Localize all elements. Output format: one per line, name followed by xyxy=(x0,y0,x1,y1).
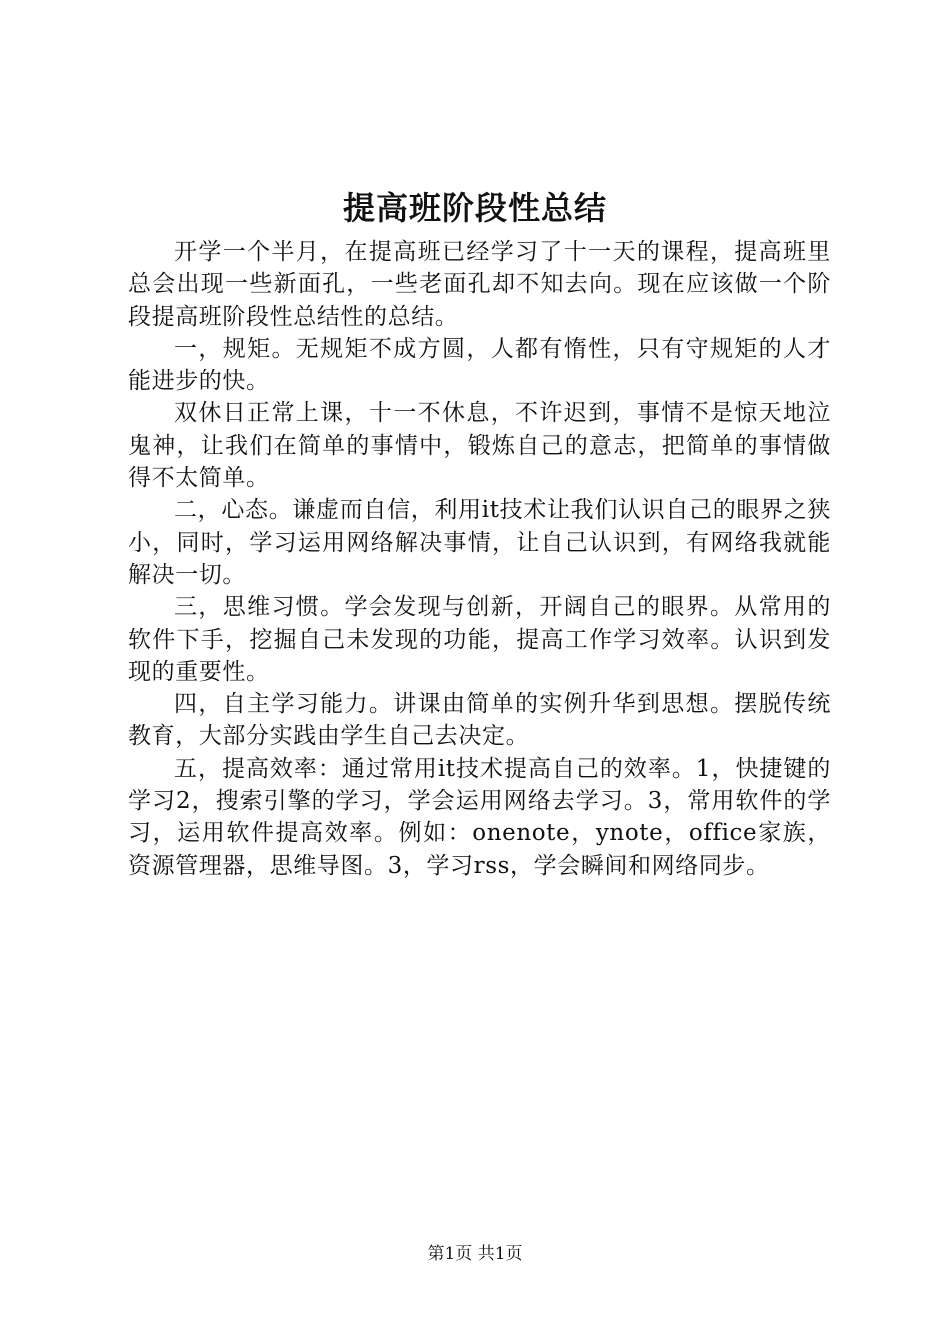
page-number-footer: 第1页 共1页 xyxy=(427,1244,523,1264)
paragraph-schedule: 双休日正常上课，十一不休息，不许迟到，事情不是惊天地泣鬼神，让我们在简单的事情中，锻炼自己的意志，把简单的事情做得不太简单。 xyxy=(128,400,831,492)
paragraph-attitude: 二，心态。谦虚而自信，利用it技术让我们认识自己的眼界之狭小，同时，学习运用网络解决事情，让自己认识到，有网络我就能解决一切。 xyxy=(128,497,831,588)
paragraph-rules: 一，规矩。无规矩不成方圆，人都有惰性，只有守规矩的人才能进步的快。 xyxy=(128,335,831,395)
paragraph-intro: 开学一个半月，在提高班已经学习了十一天的课程，提高班里总会出现一些新面孔，一些老面孔却不知去向。现在应该做一个阶段提高班阶段性总结性的总结。 xyxy=(128,239,831,330)
document-title: 提高班阶段性总结 xyxy=(342,189,607,227)
document-body xyxy=(128,236,831,882)
paragraph-thinking-habits: 三，思维习惯。学会发现与创新，开阔自己的眼界。从常用的软件下手，挖掘自己未发现的功能，提高工作学习效率。认识到发现的重要性。 xyxy=(128,594,831,685)
paragraph-efficiency: 五，提高效率：通过常用it技术提高自己的效率。1，快捷键的学习2，搜索引擎的学习，学会运用网络去学习。3，常用软件的学习，运用软件提高效率。例如：onenote，ynote，office家族，资源管理器，思维导图。3，学习rss，学会瞬间和网络同步。 xyxy=(128,755,831,879)
paragraph-self-learning: 四，自主学习能力。讲课由简单的实例升华到思想。摆脱传统教育，大部分实践由学生自己去决定。 xyxy=(128,691,831,750)
